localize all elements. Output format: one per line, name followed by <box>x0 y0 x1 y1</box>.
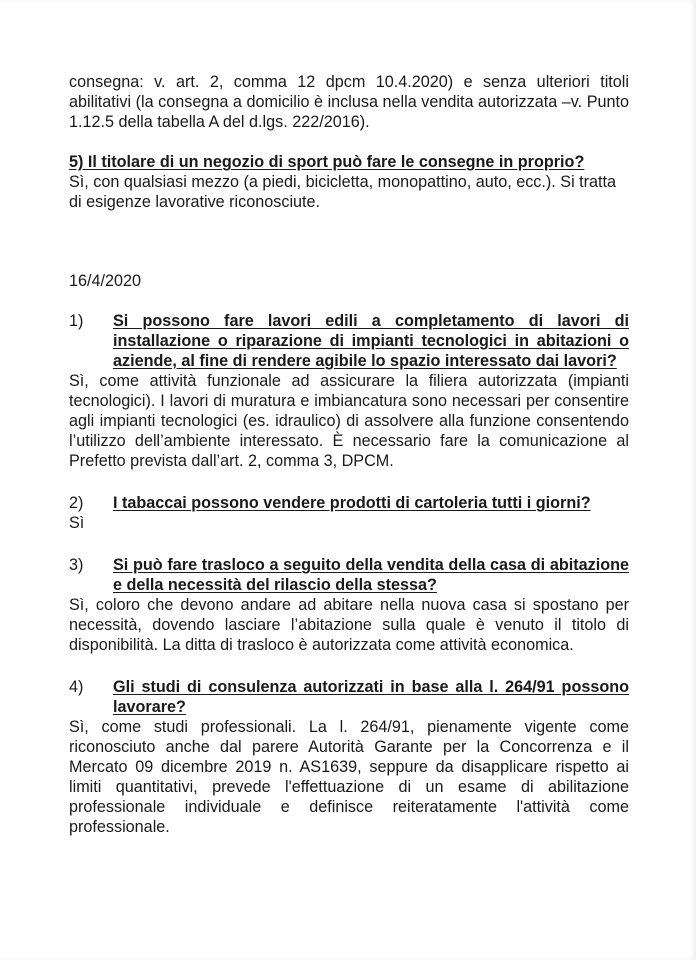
item-question: Gli studi di consulenza autorizzati in base alla l. 264/91 possono lavorare? <box>113 678 629 716</box>
question-5-answer: Sì, con qualsiasi mezzo (a piedi, bicicletta, monopattino, auto, ecc.). Si tratta di esigenze lavorative riconosciute. <box>69 173 617 211</box>
faq-item-3-question <box>69 555 629 595</box>
question-5-title: 5) Il titolare di un negozio di sport può fare le consegne in proprio? <box>69 153 585 171</box>
item-number: 2) <box>69 494 84 512</box>
document-body <box>69 72 629 837</box>
faq-item-2-answer: Sì <box>69 514 85 532</box>
faq-item-2-question <box>69 493 629 513</box>
section-date: 16/4/2020 <box>69 272 142 290</box>
item-number: 3) <box>69 556 84 574</box>
spacer <box>69 212 629 252</box>
item-number: 1) <box>69 312 84 330</box>
faq-item-1-answer: Sì, come attività funzionale ad assicurare la filiera autorizzata (impianti tecnologici). I lavori di muratura e imbiancatura sono necessari per consentire agli impianti tecnologici (es. idraulico) di assolvere alla funzione consentendo l’utilizzo dell’ambiente interessato. È necessario fare la comunicazione al Prefetto prevista dall’art. 2, comma 3, DPCM. <box>69 372 629 470</box>
item-question: Si possono fare lavori edili a completamento di lavori di installazione o riparazione di impianti tecnologici in abitazioni o aziende, al fine di rendere agibile lo spazio interessato dai lavori? <box>113 312 629 370</box>
faq-item-4-answer: Sì, come studi professionali. La l. 264/91, pienamente vigente come riconosciuto anche dal parere Autorità Garante per la Concorrenza e il Mercato 09 dicembre 2019 n. AS1639, seppure da disapplicare rispetto ai limiti quantitativi, prevede l'effettuazione di un esame di abilitazione professionale individuale e definisce reiteratamente l'attività come professionale. <box>69 718 629 836</box>
spacer <box>69 132 629 152</box>
faq-item-4-question <box>69 677 629 717</box>
item-question: I tabaccai possono vendere prodotti di cartoleria tutti i giorni? <box>113 494 591 512</box>
faq-item-3-answer: Sì, coloro che devono andare ad abitare nella nuova casa si spostano per necessità, dovendo lasciare l’abitazione sulla quale è venuto il titolo di disponibilità. La ditta di trasloco è autorizzata come attività economica. <box>69 596 629 654</box>
item-question: Si può fare trasloco a seguito della vendita della casa di abitazione e della necessità del rilascio della stessa? <box>113 556 629 594</box>
intro-paragraph: consegna: v. art. 2, comma 12 dpcm 10.4.2020) e senza ulteriori titoli abilitativi (la consegna a domicilio è inclusa nella vendita autorizzata –v. Punto 1.12.5 della tabella A del d.lgs. 222/2016). <box>69 73 629 131</box>
item-number: 4) <box>69 678 84 696</box>
faq-item-1-question <box>69 311 629 371</box>
